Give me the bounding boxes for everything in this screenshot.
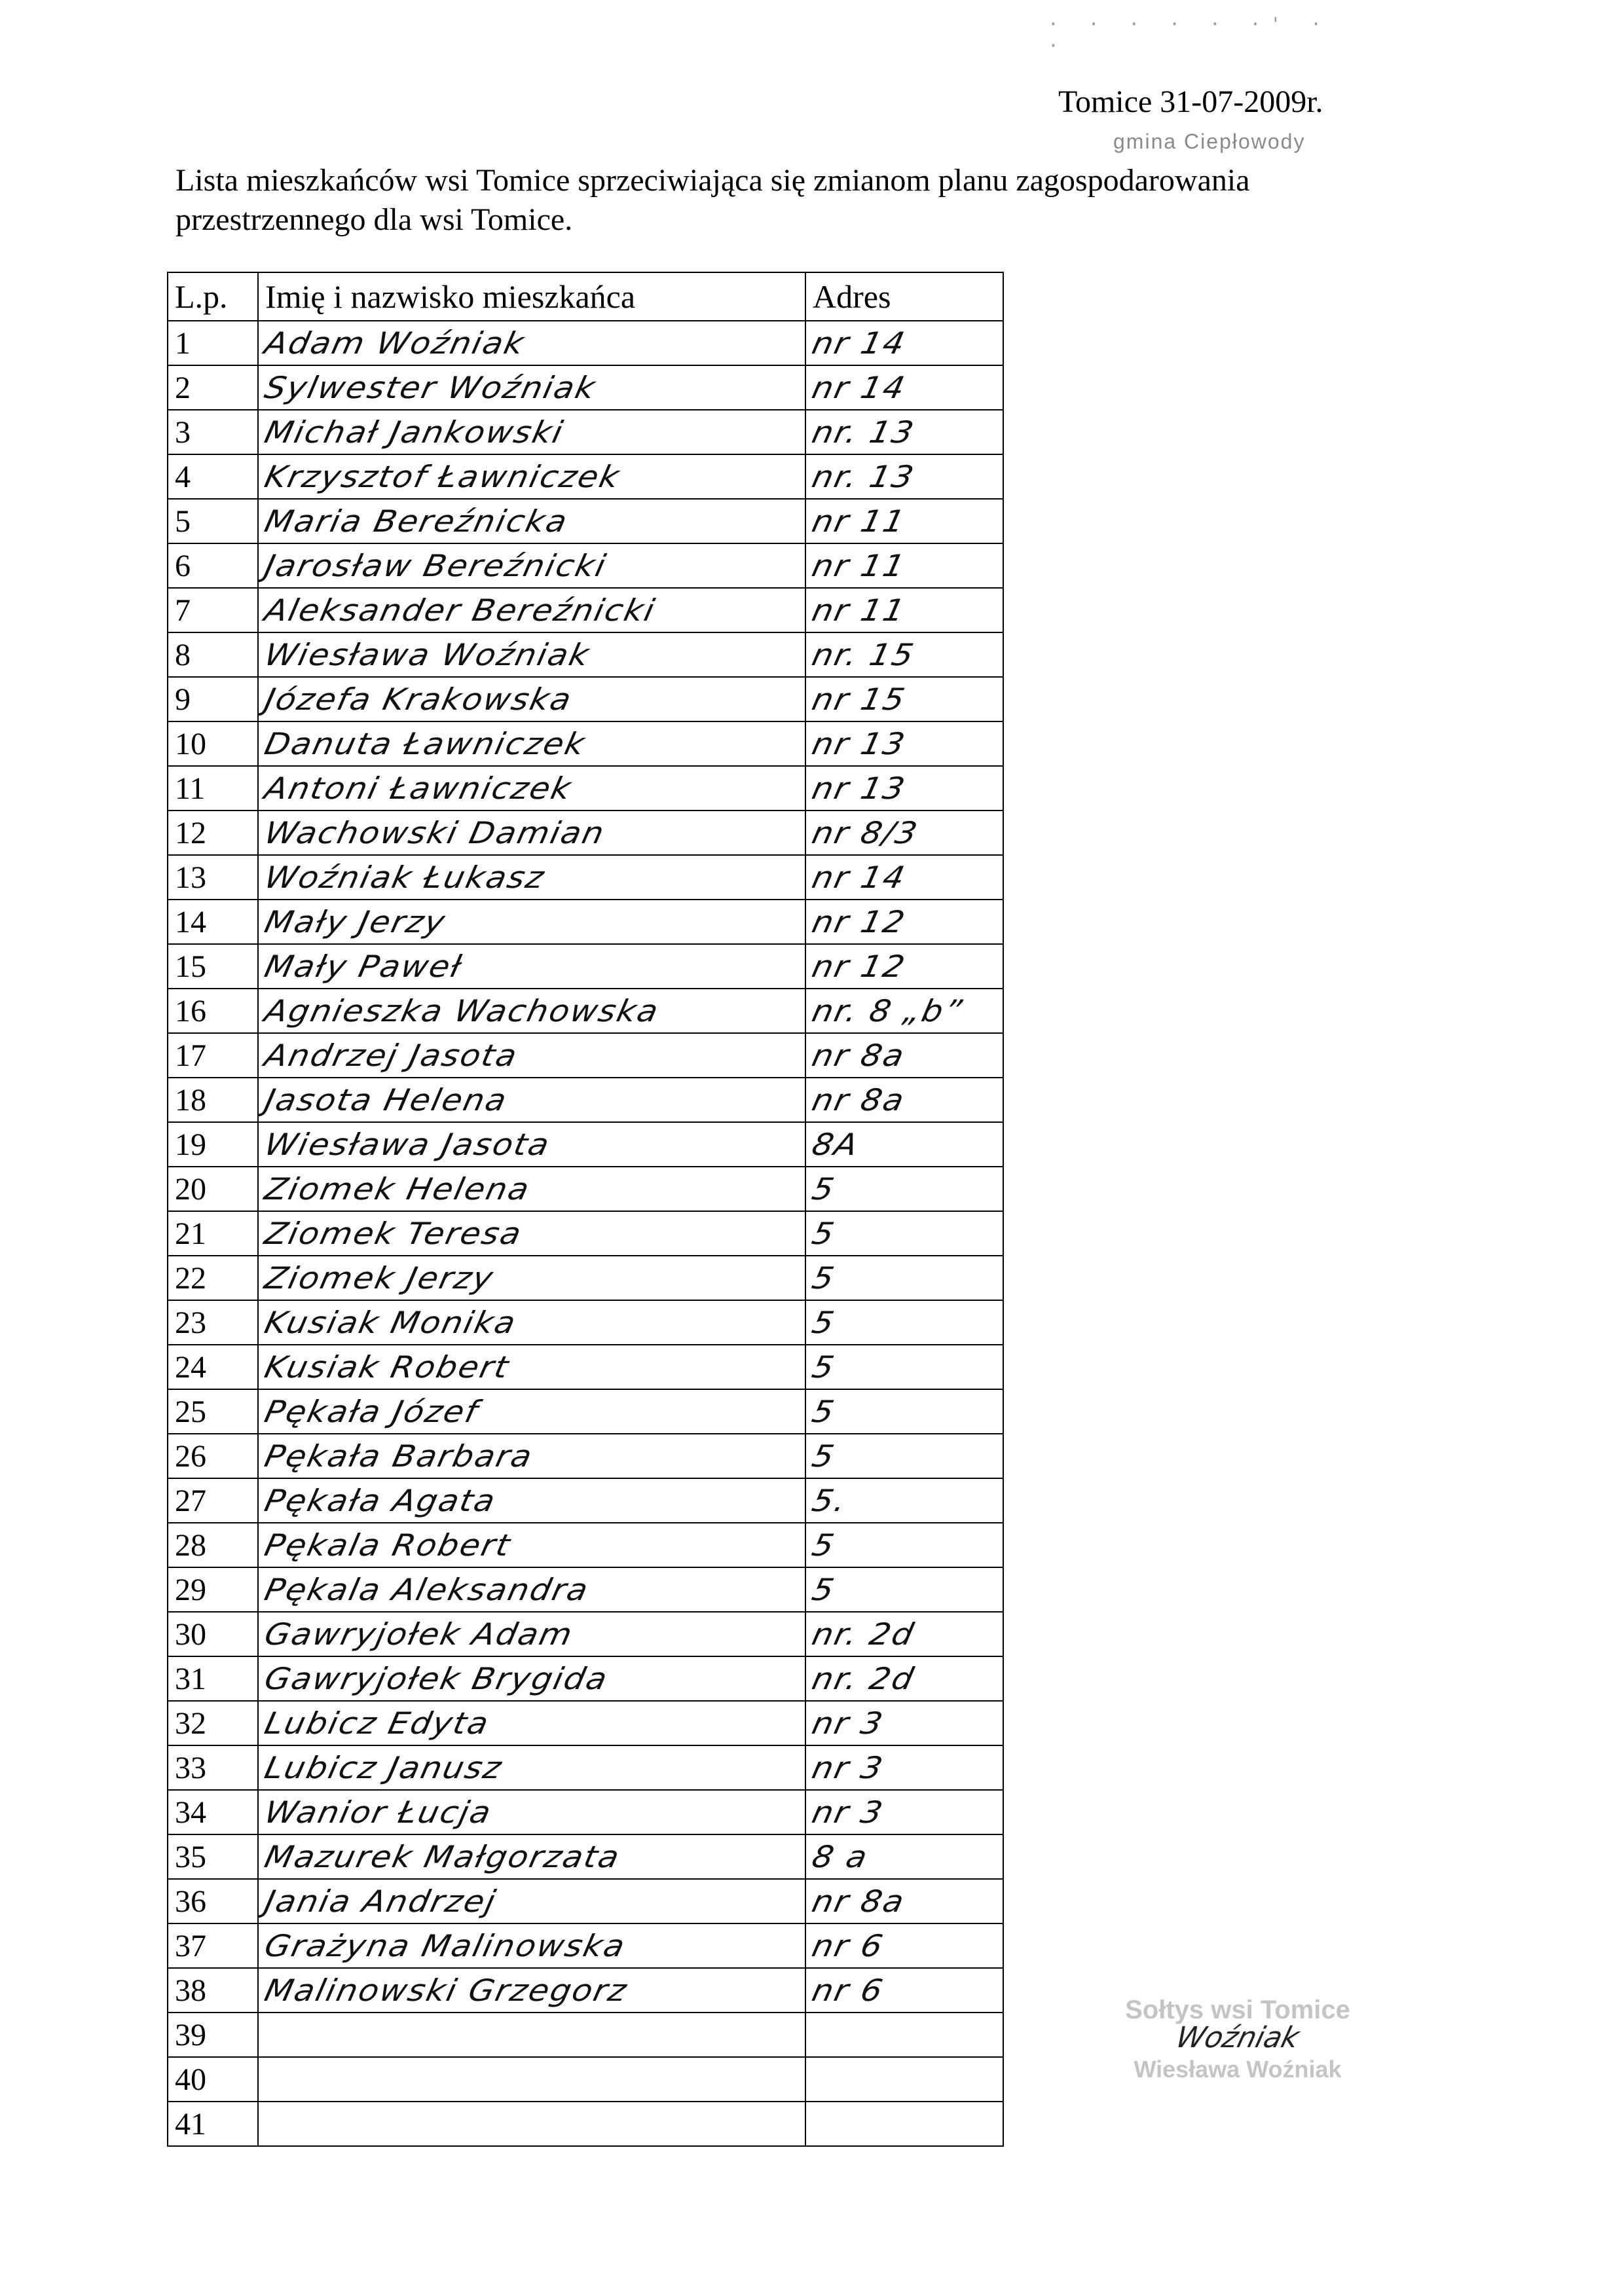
table-row <box>168 2013 1003 2057</box>
row-number: 22 <box>168 1256 258 1300</box>
table-row <box>168 1434 1003 1478</box>
row-number: 32 <box>168 1701 258 1745</box>
resident-address <box>805 1523 1003 1567</box>
resident-address <box>805 1968 1003 2013</box>
table-row <box>168 1300 1003 1345</box>
resident-name: Wiesława Jasota <box>261 1127 554 1162</box>
table-row <box>168 989 1003 1033</box>
soltys-stamp-name: Wiesława Woźniak <box>1134 2056 1342 2083</box>
resident-address <box>805 588 1003 632</box>
row-number: 10 <box>168 721 258 766</box>
table-row <box>168 766 1003 811</box>
row-number: 21 <box>168 1211 258 1256</box>
resident-address-text: nr 8a <box>809 1082 909 1118</box>
resident-signature <box>258 543 805 588</box>
table-row <box>168 1745 1003 1790</box>
resident-address <box>805 1033 1003 1078</box>
resident-signature <box>258 2013 805 2057</box>
resident-address-text: 5. <box>809 1483 851 1518</box>
resident-address-text: nr. 2d <box>809 1661 918 1696</box>
table-row <box>168 944 1003 989</box>
resident-name: Kusiak Monika <box>261 1305 521 1340</box>
resident-address-text: nr 14 <box>809 325 910 361</box>
row-number: 38 <box>168 1968 258 2013</box>
resident-name: Jania Andrzej <box>261 1884 500 1919</box>
row-number: 33 <box>168 1745 258 1790</box>
resident-name: Andrzej Jasota <box>261 1038 521 1073</box>
table-row <box>168 1078 1003 1122</box>
table-row <box>168 1567 1003 1612</box>
table-row <box>168 1656 1003 1701</box>
table-row <box>168 1790 1003 1834</box>
resident-address <box>805 944 1003 989</box>
resident-signature <box>258 1656 805 1701</box>
header-address: Adres <box>805 272 1003 321</box>
resident-address <box>805 900 1003 944</box>
resident-address <box>805 2057 1003 2102</box>
resident-address-text: nr 3 <box>809 1750 887 1785</box>
resident-signature <box>258 499 805 543</box>
table-row <box>168 855 1003 900</box>
resident-name: Mały Jerzy <box>261 904 450 939</box>
resident-signature <box>258 2057 805 2102</box>
row-number: 23 <box>168 1300 258 1345</box>
resident-signature <box>258 1523 805 1567</box>
resident-name: Mazurek Małgorzata <box>261 1839 624 1874</box>
resident-signature <box>258 677 805 721</box>
table-row <box>168 900 1003 944</box>
table-row <box>168 588 1003 632</box>
row-number: 13 <box>168 855 258 900</box>
row-number: 7 <box>168 588 258 632</box>
row-number: 40 <box>168 2057 258 2102</box>
header-lp: L.p. <box>168 272 258 321</box>
resident-name: Pękała Agata <box>261 1483 500 1518</box>
table-row <box>168 1345 1003 1389</box>
row-number: 34 <box>168 1790 258 1834</box>
row-number: 35 <box>168 1834 258 1879</box>
resident-address <box>805 1701 1003 1745</box>
resident-name: Ziomek Helena <box>261 1171 534 1207</box>
resident-address-text: 5 <box>809 1349 839 1385</box>
residents-table <box>167 272 1004 2147</box>
resident-address-text: nr 13 <box>809 726 910 761</box>
table-row <box>168 1389 1003 1434</box>
resident-signature <box>258 1923 805 1968</box>
table-row <box>168 454 1003 499</box>
table-row <box>168 721 1003 766</box>
resident-signature <box>258 321 805 365</box>
row-number: 4 <box>168 454 258 499</box>
row-number: 29 <box>168 1567 258 1612</box>
table-row <box>168 1523 1003 1567</box>
resident-name: Jarosław Bereźnicki <box>261 548 610 583</box>
table-row <box>168 2102 1003 2146</box>
resident-address <box>805 1078 1003 1122</box>
resident-address-text: 5 <box>809 1260 839 1296</box>
resident-signature <box>258 944 805 989</box>
resident-name: Antoni Ławniczek <box>261 771 576 806</box>
table-row <box>168 1701 1003 1745</box>
resident-address <box>805 454 1003 499</box>
resident-address-text: nr 6 <box>809 1973 887 2008</box>
row-number: 36 <box>168 1879 258 1923</box>
row-number: 15 <box>168 944 258 989</box>
resident-address <box>805 499 1003 543</box>
table-header-row <box>168 272 1003 321</box>
resident-signature <box>258 1478 805 1523</box>
resident-name: Kusiak Robert <box>261 1349 513 1385</box>
resident-address <box>805 1923 1003 1968</box>
resident-address-text: 5 <box>809 1171 839 1207</box>
resident-address <box>805 811 1003 855</box>
resident-signature <box>258 766 805 811</box>
row-number: 3 <box>168 410 258 454</box>
resident-address <box>805 1256 1003 1300</box>
row-number: 30 <box>168 1612 258 1656</box>
resident-signature <box>258 632 805 677</box>
resident-name: Pękała Barbara <box>261 1438 537 1474</box>
resident-signature <box>258 1033 805 1078</box>
row-number: 18 <box>168 1078 258 1122</box>
table-row <box>168 365 1003 410</box>
resident-name: Agnieszka Wachowska <box>261 993 663 1029</box>
resident-signature <box>258 1834 805 1879</box>
resident-name: Józefa Krakowska <box>261 682 576 717</box>
table-row <box>168 1968 1003 2013</box>
resident-signature <box>258 2102 805 2146</box>
row-number: 12 <box>168 811 258 855</box>
resident-address-text: nr 11 <box>809 592 910 628</box>
resident-address-text: 5 <box>809 1394 839 1429</box>
resident-address-text: nr 11 <box>809 503 910 539</box>
resident-address-text: nr 14 <box>809 860 910 895</box>
resident-signature <box>258 1256 805 1300</box>
row-number: 20 <box>168 1167 258 1211</box>
resident-signature <box>258 1567 805 1612</box>
resident-signature <box>258 900 805 944</box>
table-row <box>168 1923 1003 1968</box>
resident-address <box>805 1478 1003 1523</box>
resident-name: Gawryjołek Brygida <box>261 1661 612 1696</box>
table-row <box>168 1834 1003 1879</box>
resident-address <box>805 1211 1003 1256</box>
table-row <box>168 1211 1003 1256</box>
soltys-stamp-title: Sołtys wsi Tomice <box>1125 1995 1350 2024</box>
resident-name: Gawryjołek Adam <box>261 1616 577 1652</box>
row-number: 26 <box>168 1434 258 1478</box>
table-row <box>168 410 1003 454</box>
table-row <box>168 1033 1003 1078</box>
resident-address <box>805 1612 1003 1656</box>
header-name: Imię i nazwisko mieszkańca <box>258 272 805 321</box>
table-row <box>168 499 1003 543</box>
resident-address-text: nr 11 <box>809 548 910 583</box>
resident-name: Lubicz Janusz <box>261 1750 506 1785</box>
resident-name: Adam Woźniak <box>261 325 528 361</box>
resident-address <box>805 2013 1003 2057</box>
resident-address <box>805 1790 1003 1834</box>
resident-address-text: nr. 2d <box>809 1616 918 1652</box>
row-number: 9 <box>168 677 258 721</box>
resident-name: Maria Bereźnicka <box>261 503 572 539</box>
row-number: 25 <box>168 1389 258 1434</box>
resident-address <box>805 632 1003 677</box>
resident-name: Sylwester Woźniak <box>261 370 600 405</box>
resident-signature <box>258 1879 805 1923</box>
resident-signature <box>258 1122 805 1167</box>
resident-address-text: nr 15 <box>809 682 910 717</box>
resident-name: Mały Paweł <box>261 949 466 984</box>
table-row <box>168 1167 1003 1211</box>
resident-address-text: nr. 15 <box>809 637 918 672</box>
resident-address-text: nr. 13 <box>809 459 918 494</box>
table-row <box>168 2057 1003 2102</box>
table-row <box>168 677 1003 721</box>
resident-address <box>805 410 1003 454</box>
resident-address-text: 8 a <box>809 1839 872 1874</box>
table-row <box>168 1612 1003 1656</box>
resident-address <box>805 1567 1003 1612</box>
resident-signature <box>258 1434 805 1478</box>
resident-address-text: nr 3 <box>809 1795 887 1830</box>
resident-address-text: nr. 8 „b” <box>809 993 967 1029</box>
row-number: 31 <box>168 1656 258 1701</box>
resident-address <box>805 1656 1003 1701</box>
row-number: 5 <box>168 499 258 543</box>
resident-name: Ziomek Teresa <box>261 1216 526 1251</box>
resident-name: Wiesława Woźniak <box>261 637 594 672</box>
resident-address <box>805 1345 1003 1389</box>
resident-address <box>805 1300 1003 1345</box>
resident-name: Krzysztof Ławniczek <box>261 459 624 494</box>
resident-address <box>805 1879 1003 1923</box>
resident-address <box>805 2102 1003 2146</box>
table-row <box>168 1256 1003 1300</box>
row-number: 6 <box>168 543 258 588</box>
resident-name: Pękała Józef <box>261 1394 483 1429</box>
resident-signature <box>258 1701 805 1745</box>
resident-address <box>805 1834 1003 1879</box>
soltys-signature: Woźniak <box>1172 2021 1303 2054</box>
row-number: 11 <box>168 766 258 811</box>
document-title: Lista mieszkańców wsi Tomice sprzeciwiająca się zmianom planu zagospodarowania przestrzennego dla wsi Tomice. <box>175 163 1250 237</box>
resident-signature <box>258 1211 805 1256</box>
resident-name: Malinowski Grzegorz <box>261 1973 631 2008</box>
resident-name: Woźniak Łukasz <box>261 860 549 895</box>
resident-name: Wachowski Damian <box>261 815 609 850</box>
resident-signature <box>258 588 805 632</box>
table-row <box>168 1122 1003 1167</box>
row-number: 24 <box>168 1345 258 1389</box>
resident-name: Pękala Aleksandra <box>261 1572 593 1607</box>
row-number: 28 <box>168 1523 258 1567</box>
resident-signature <box>258 1300 805 1345</box>
document-date: Tomice 31-07-2009r. <box>1058 84 1323 119</box>
resident-address <box>805 677 1003 721</box>
row-number: 2 <box>168 365 258 410</box>
resident-signature <box>258 855 805 900</box>
resident-address-text: 8A <box>809 1127 862 1162</box>
resident-address <box>805 855 1003 900</box>
resident-signature <box>258 1345 805 1389</box>
resident-address-text: nr 8a <box>809 1038 909 1073</box>
resident-address <box>805 1122 1003 1167</box>
resident-address-text: nr 6 <box>809 1928 887 1963</box>
table-row <box>168 1478 1003 1523</box>
row-number: 16 <box>168 989 258 1033</box>
resident-address <box>805 365 1003 410</box>
resident-name: Grażyna Malinowska <box>261 1928 629 1963</box>
row-number: 17 <box>168 1033 258 1078</box>
resident-signature <box>258 989 805 1033</box>
resident-address <box>805 1167 1003 1211</box>
resident-address <box>805 1389 1003 1434</box>
resident-address <box>805 321 1003 365</box>
row-number: 8 <box>168 632 258 677</box>
resident-name: Pękala Robert <box>261 1527 515 1563</box>
resident-address <box>805 766 1003 811</box>
resident-address-text: 5 <box>809 1438 839 1474</box>
row-number: 14 <box>168 900 258 944</box>
resident-address <box>805 1434 1003 1478</box>
resident-address-text: nr 13 <box>809 771 910 806</box>
resident-address <box>805 543 1003 588</box>
resident-signature <box>258 1167 805 1211</box>
resident-name: Aleksander Bereźnicki <box>261 592 659 628</box>
resident-signature <box>258 365 805 410</box>
table-row <box>168 1879 1003 1923</box>
row-number: 41 <box>168 2102 258 2146</box>
resident-address-text: nr 8/3 <box>809 815 922 850</box>
resident-signature <box>258 1790 805 1834</box>
resident-address-text: 5 <box>809 1216 839 1251</box>
table-row <box>168 632 1003 677</box>
row-number: 27 <box>168 1478 258 1523</box>
resident-signature <box>258 410 805 454</box>
resident-address <box>805 721 1003 766</box>
resident-address <box>805 1745 1003 1790</box>
resident-address-text: nr 3 <box>809 1705 887 1741</box>
resident-address-text: nr 8a <box>809 1884 909 1919</box>
row-number: 37 <box>168 1923 258 1968</box>
resident-signature <box>258 1078 805 1122</box>
table-row <box>168 321 1003 365</box>
row-number: 39 <box>168 2013 258 2057</box>
resident-signature <box>258 1968 805 2013</box>
resident-signature <box>258 1389 805 1434</box>
resident-address-text: nr 12 <box>809 949 910 984</box>
resident-signature <box>258 1612 805 1656</box>
resident-address-text: nr 12 <box>809 904 910 939</box>
resident-name: Jasota Helena <box>261 1082 511 1118</box>
resident-address-text: nr 14 <box>809 370 910 405</box>
resident-signature <box>258 811 805 855</box>
row-number: 1 <box>168 321 258 365</box>
resident-signature <box>258 1745 805 1790</box>
table-row <box>168 543 1003 588</box>
resident-signature <box>258 454 805 499</box>
scan-noise: · · · · · ·' · · <box>1048 13 1331 56</box>
resident-name: Michał Jankowski <box>261 414 568 450</box>
resident-name: Danuta Ławniczek <box>261 726 589 761</box>
table-row <box>168 811 1003 855</box>
resident-address-text: 5 <box>809 1527 839 1563</box>
resident-address-text: 5 <box>809 1572 839 1607</box>
soltys-stamp <box>1100 1995 1375 2126</box>
faint-stamp-text: gmina Ciepłowody <box>1113 130 1306 153</box>
resident-address-text: nr. 13 <box>809 414 918 450</box>
resident-name: Ziomek Jerzy <box>261 1260 498 1296</box>
resident-address-text: 5 <box>809 1305 839 1340</box>
resident-address <box>805 989 1003 1033</box>
resident-name: Wanior Łucja <box>261 1795 496 1830</box>
row-number: 19 <box>168 1122 258 1167</box>
resident-signature <box>258 721 805 766</box>
resident-name: Lubicz Edyta <box>261 1705 493 1741</box>
